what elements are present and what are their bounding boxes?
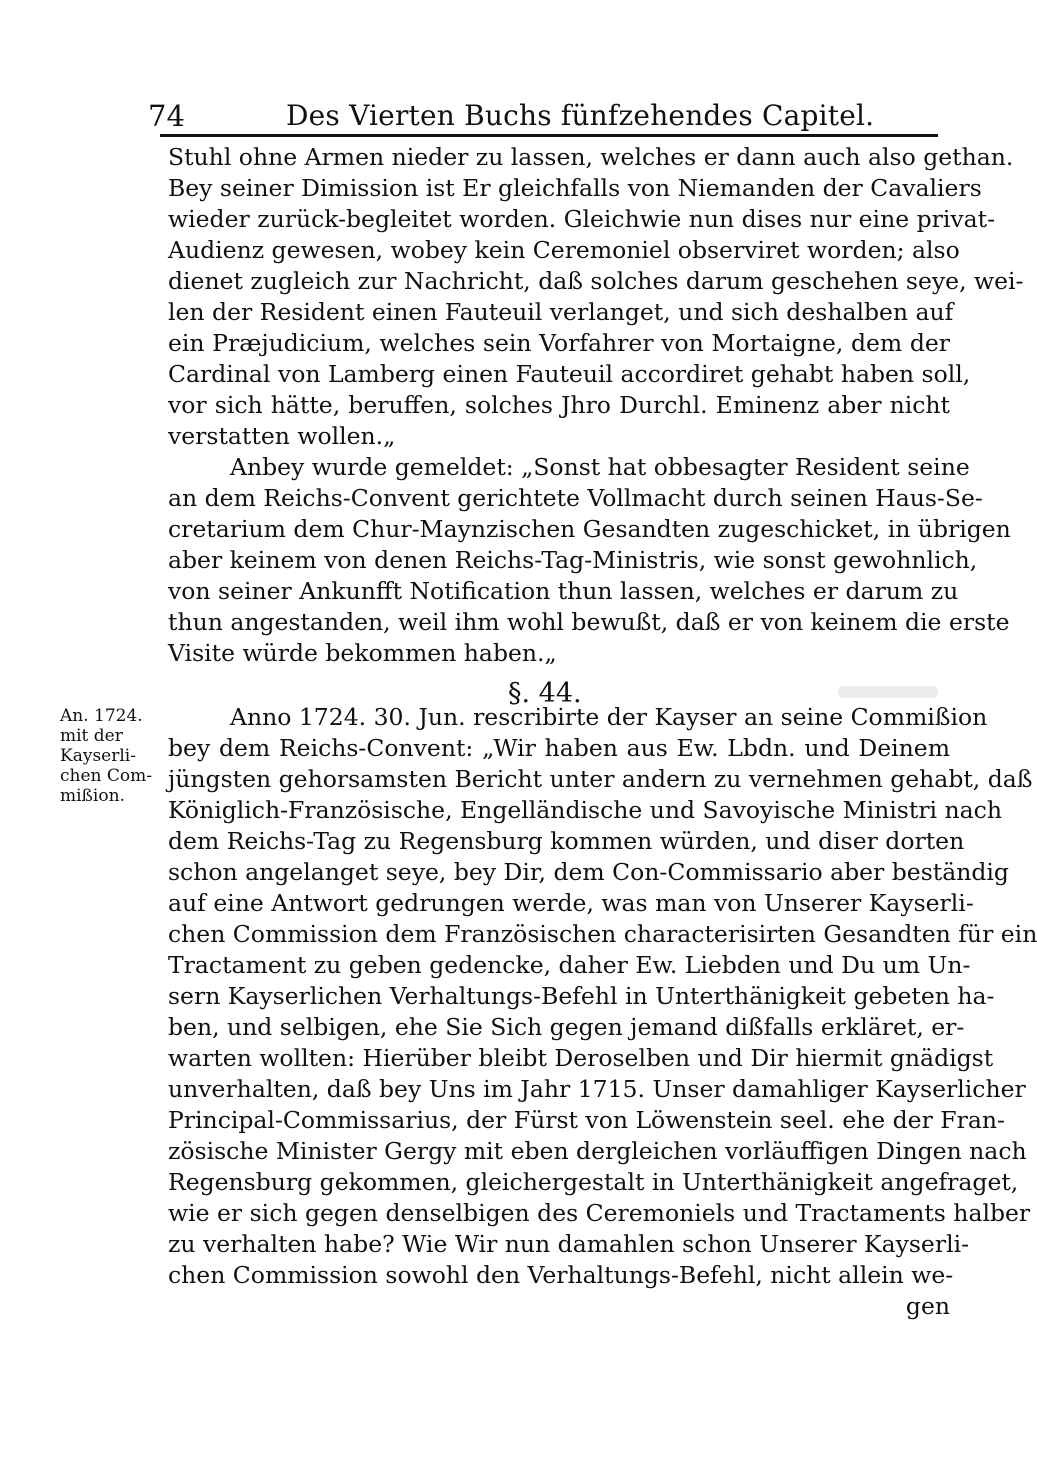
text-line: Bey seiner Dimission ist Er gleichfalls von Niemanden der Cavaliers [168,174,982,202]
text-line: cretarium dem Chur-Maynzischen Gesandten zugeschicket, in übrigen [168,515,1011,543]
page-number: 74 [148,99,185,133]
text-line: ein Præjudicium, welches sein Vorfahrer von Mortaigne, dem der [168,329,950,357]
text-line: chen Commission dem Französischen characterisirten Gesandten für ein [168,920,1037,948]
text-line: warten wollten: Hierüber bleibt Deroselben und Dir hiermit gnädigst [168,1044,994,1072]
margin-note-line: An. 1724. [60,706,143,726]
text-line: chen Commission sowohl den Verhaltungs-Befehl, nicht allein we- [168,1261,954,1289]
text-line: Tractament zu geben gedencke, daher Ew. Liebden und Du um Un- [168,951,971,979]
text-line: zu verhalten habe? Wie Wir nun damahlen schon Unserer Kayserli- [168,1230,970,1258]
text-line: schon angelanget seye, bey Dir, dem Con-Commissario aber beständig [168,858,1009,886]
text-line: dem Reichs-Tag zu Regensburg kommen würden, und diser dorten [168,827,965,855]
text-line: dienet zugleich zur Nachricht, daß solches darum geschehen seye, wei- [168,267,1024,295]
text-line: thun angestanden, weil ihm wohl bewußt, daß er von keinem die erste [168,608,1010,636]
text-line: aber keinem von denen Reichs-Tag-Ministris, wie sonst gewohnlich, [168,546,978,574]
text-line: Visite würde bekommen haben.„ [168,639,557,667]
text-line: zösische Minister Gergy mit eben dergleichen vorläuffigen Dingen nach [168,1137,1027,1165]
running-title: Des Vierten Buchs fünfzehendes Capitel. [286,99,875,132]
margin-note [60,706,160,806]
text-line: vor sich hätte, beruffen, solches Jhro Durchl. Eminenz aber nicht [168,391,950,419]
text-line: Anbey wurde gemeldet: „Sonst hat obbesagter Resident seine [230,453,970,481]
text-line: unverhalten, daß bey Uns im Jahr 1715. Unser damahliger Kayserlicher [168,1075,1026,1103]
section-heading: §. 44. [508,678,582,709]
text-line: wie er sich gegen denselbigen des Ceremoniels und Tractaments halber [168,1199,1031,1227]
catchword: gen [905,1292,950,1320]
running-head [148,96,948,136]
text-line: sern Kayserlichen Verhaltungs-Befehl in Unterthänigkeit gebeten ha- [168,982,995,1010]
text-line: auf eine Antwort gedrungen werde, was man von Unserer Kayserli- [168,889,974,917]
margin-note-line: mit der [60,726,123,746]
text-line: verstatten wollen.„ [168,422,396,450]
margin-note-line: Kayserli- [60,746,136,766]
text-line: Anno 1724. 30. Jun. rescribirte der Kayser an seine Commißion [230,703,988,731]
text-line: Cardinal von Lamberg einen Fauteuil accordiret gehabt haben soll, [168,360,971,388]
text-line: bey dem Reichs-Convent: „Wir haben aus Ew. Lbdn. und Deinem [168,734,950,762]
text-line: Stuhl ohne Armen nieder zu lassen, welches er dann auch also gethan. [168,143,1014,171]
text-line: Principal-Commissarius, der Fürst von Löwenstein seel. ehe der Fran- [168,1106,1005,1134]
margin-note-line: mißion. [60,786,125,806]
text-line: wieder zurück-begleitet worden. Gleichwie nun dises nur eine privat- [168,205,996,233]
text-line: Audienz gewesen, wobey kein Ceremoniel observiret worden; also [168,236,960,264]
text-line: ben, und selbigen, ehe Sie Sich gegen jemand dißfalls erkläret, er- [168,1013,965,1041]
text-line: an dem Reichs-Convent gerichtete Vollmacht durch seinen Haus-Se- [168,484,983,512]
text-line: von seiner Ankunfft Notification thun lassen, welches er darum zu [168,577,959,605]
text-line: jüngsten gehorsamsten Bericht unter andern zu vernehmen gehabt, daß [168,765,1033,793]
text-line: Regensburg gekommen, gleichergestalt in Unterthänigkeit angefraget, [168,1168,1019,1196]
text-line: Königlich-Französische, Engelländische und Savoyische Ministri nach [168,796,1002,824]
header-rule [160,134,938,137]
text-line: len der Resident einen Fauteuil verlanget, und sich deshalben auf [168,298,954,326]
margin-note-line: chen Com- [60,766,152,786]
bleed-through-smudge [838,680,948,704]
